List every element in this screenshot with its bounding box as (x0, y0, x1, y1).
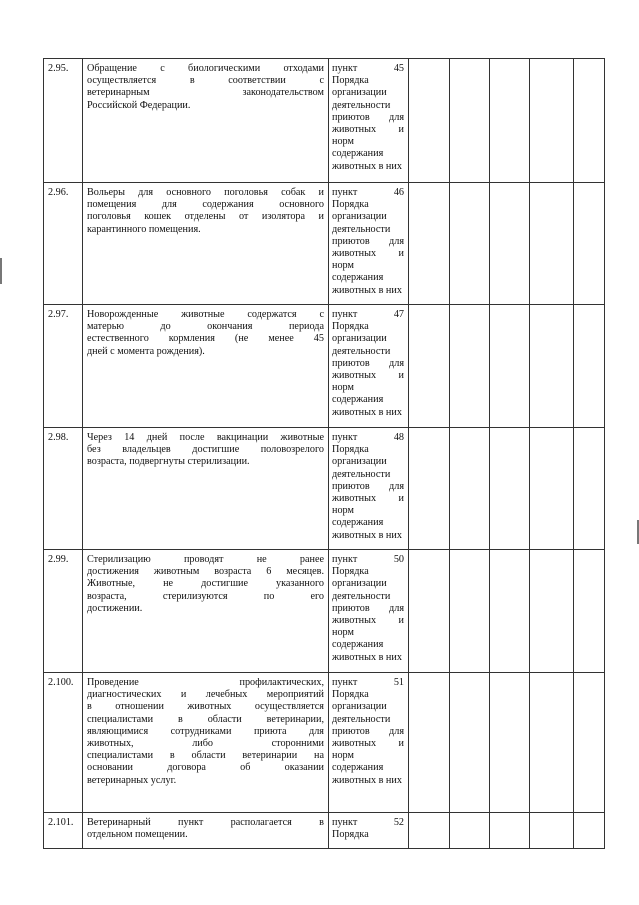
requirement-text (83, 550, 329, 673)
requirement-line: достижения животным возраста 6 месяцев. (87, 566, 324, 578)
reference-word: животных (332, 124, 377, 136)
reference-line: Порядка (332, 321, 369, 333)
empty-cell (490, 183, 530, 305)
empty-cell (530, 428, 574, 550)
requirement-line: Вольеры для основного поголовья собак и (87, 187, 324, 198)
reference-line: Порядка (332, 829, 369, 841)
reference-line: деятельности (332, 99, 391, 111)
reference-word: приютов (332, 111, 370, 123)
reference-word: для (389, 357, 404, 369)
reference-point-word: пункт (332, 554, 358, 565)
empty-cell (574, 305, 605, 428)
reference-word: приютов (332, 480, 370, 492)
requirement-line: в отношении животных осуществляется (87, 701, 324, 713)
reference-line: Порядка (332, 444, 369, 456)
requirement-line: карантинного помещения. (87, 223, 201, 235)
reference-word: животных (332, 370, 377, 382)
reference-line: организации (332, 87, 387, 99)
requirement-line: животных, либо сторонними (87, 738, 324, 750)
empty-cell (574, 550, 605, 673)
reference-word: для (389, 725, 404, 737)
requirement-line: Ветеринарный пункт располагается в (87, 817, 324, 828)
reference-word: приютов (332, 235, 370, 247)
empty-cell (530, 813, 574, 849)
requirement-line: ветеринарных услуг. (87, 774, 177, 786)
reference-line (332, 358, 404, 370)
reference-word: и (398, 738, 404, 750)
reference-word: животных (332, 493, 377, 505)
table-row (44, 813, 605, 849)
reference-line: содержания (332, 272, 384, 284)
reference-line: организации (332, 211, 387, 223)
requirement-text (83, 428, 329, 550)
reference-line: норм (332, 627, 354, 639)
reference-line: организации (332, 578, 387, 590)
reference-line (332, 493, 404, 505)
legal-reference (329, 550, 409, 673)
empty-cell (574, 813, 605, 849)
requirement-line: достижении. (87, 602, 143, 614)
requirement-line: отдельном помещении. (87, 829, 188, 841)
reference-line: норм (332, 136, 354, 148)
reference-line (332, 481, 404, 493)
reference-word: и (398, 615, 404, 627)
reference-point-line (332, 187, 404, 199)
table-row (44, 183, 605, 305)
empty-cell (409, 673, 450, 813)
requirement-text (83, 183, 329, 305)
reference-line: Порядка (332, 199, 369, 211)
empty-cell (450, 673, 490, 813)
legal-reference (329, 673, 409, 813)
item-number: 2.97. (44, 305, 83, 428)
empty-cell (409, 813, 450, 849)
requirement-text (83, 673, 329, 813)
empty-cell (450, 59, 490, 183)
reference-word: и (398, 370, 404, 382)
empty-cell (530, 59, 574, 183)
reference-line: Порядка (332, 566, 369, 578)
empty-cell (490, 428, 530, 550)
requirement-line: Стерилизацию проводят не ранее (87, 554, 324, 565)
empty-cell (574, 59, 605, 183)
reference-point-word: пункт (332, 187, 358, 198)
reference-point-number: 47 (393, 309, 404, 320)
requirement-line: специалистами в области ветеринарии на (87, 750, 324, 762)
requirement-line: ветеринарным законодательством (87, 87, 324, 99)
reference-line (332, 370, 404, 382)
requirement-line: диагностических и лечебных мероприятий (87, 689, 324, 701)
empty-cell (574, 428, 605, 550)
empty-cell (490, 673, 530, 813)
requirement-line: Новорожденные животные содержатся с (87, 309, 324, 320)
reference-line: организации (332, 701, 387, 713)
empty-cell (450, 813, 490, 849)
reference-point-line (332, 309, 404, 321)
empty-cell (450, 183, 490, 305)
reference-line: норм (332, 505, 354, 517)
item-number: 2.98. (44, 428, 83, 550)
reference-word: и (398, 248, 404, 260)
empty-cell (574, 673, 605, 813)
table-row (44, 59, 605, 183)
reference-point-number: 46 (393, 187, 404, 198)
legal-reference (329, 183, 409, 305)
requirement-line: осуществляется в соответствии с (87, 75, 324, 87)
reference-point-word: пункт (332, 432, 358, 443)
reference-point-word: пункт (332, 677, 358, 688)
reference-word: приютов (332, 725, 370, 737)
empty-cell (530, 305, 574, 428)
empty-cell (409, 428, 450, 550)
reference-word: приютов (332, 602, 370, 614)
reference-line: содержания (332, 394, 384, 406)
requirement-line: поголовья кошек отделены от изолятора и (87, 211, 324, 223)
reference-line (332, 124, 404, 136)
reference-point-line (332, 677, 404, 689)
legal-reference (329, 59, 409, 183)
reference-line (332, 112, 404, 124)
empty-cell (530, 673, 574, 813)
requirement-text (83, 59, 329, 183)
reference-word: для (389, 111, 404, 123)
reference-word: для (389, 480, 404, 492)
requirement-text (83, 305, 329, 428)
legal-reference (329, 813, 409, 849)
empty-cell (409, 305, 450, 428)
reference-word: и (398, 493, 404, 505)
requirement-line: основании договора об оказании (87, 762, 324, 774)
table-row (44, 305, 605, 428)
reference-line: содержания (332, 517, 384, 529)
reference-point-line (332, 817, 404, 829)
reference-line: животных в них (332, 529, 402, 541)
table-row (44, 428, 605, 550)
reference-line (332, 248, 404, 260)
legal-reference (329, 305, 409, 428)
table-row (44, 673, 605, 813)
reference-line (332, 738, 404, 750)
reference-line: животных в них (332, 406, 402, 418)
requirement-text (83, 813, 329, 849)
reference-line (332, 603, 404, 615)
empty-cell (530, 550, 574, 673)
reference-line: животных в них (332, 774, 402, 786)
reference-line: деятельности (332, 468, 391, 480)
table-row (44, 550, 605, 673)
reference-point-word: пункт (332, 309, 358, 320)
reference-point-number: 51 (393, 677, 404, 688)
reference-point-number: 48 (393, 432, 404, 443)
empty-cell (490, 59, 530, 183)
reference-line: организации (332, 456, 387, 468)
requirement-line: Через 14 дней после вакцинации животные (87, 432, 324, 443)
empty-cell (450, 428, 490, 550)
reference-line: животных в них (332, 651, 402, 663)
reference-point-line (332, 554, 404, 566)
requirement-line: Проведение профилактических, (87, 677, 324, 688)
reference-line (332, 726, 404, 738)
empty-cell (490, 305, 530, 428)
reference-line: деятельности (332, 590, 391, 602)
empty-cell (450, 305, 490, 428)
empty-cell (409, 550, 450, 673)
reference-line: Порядка (332, 75, 369, 87)
item-number: 2.95. (44, 59, 83, 183)
requirement-line: специалистами в области ветеринарии, (87, 713, 324, 725)
requirement-line: возраста, стерилизуются по его (87, 590, 324, 602)
reference-word: приютов (332, 357, 370, 369)
requirement-line: являющимися сотрудниками приюта для (87, 725, 324, 737)
item-number: 2.96. (44, 183, 83, 305)
checklist-table (43, 58, 605, 849)
reference-line: животных в них (332, 284, 402, 296)
reference-line: Порядка (332, 689, 369, 701)
empty-cell (530, 183, 574, 305)
reference-point-number: 45 (393, 63, 404, 74)
reference-line: норм (332, 260, 354, 272)
reference-line: организации (332, 333, 387, 345)
empty-cell (409, 59, 450, 183)
reference-word: животных (332, 248, 377, 260)
reference-word: животных (332, 738, 377, 750)
empty-cell (490, 813, 530, 849)
empty-cell (450, 550, 490, 673)
reference-line (332, 236, 404, 248)
reference-line: деятельности (332, 713, 391, 725)
requirement-line: помещения для содержания основного (87, 199, 324, 211)
reference-word: животных (332, 615, 377, 627)
reference-line: деятельности (332, 223, 391, 235)
reference-line: норм (332, 382, 354, 394)
reference-line: норм (332, 750, 354, 762)
reference-point-word: пункт (332, 63, 358, 74)
reference-word: для (389, 235, 404, 247)
reference-point-line (332, 432, 404, 444)
checklist-body (44, 59, 605, 849)
requirement-line: матерью до окончания периода (87, 321, 324, 333)
reference-line: содержания (332, 639, 384, 651)
reference-point-word: пункт (332, 817, 358, 828)
empty-cell (490, 550, 530, 673)
empty-cell (409, 183, 450, 305)
reference-line: животных в них (332, 160, 402, 172)
scan-edge-mark (0, 258, 2, 284)
item-number: 2.99. (44, 550, 83, 673)
requirement-line: дней с момента рождения). (87, 345, 205, 357)
reference-line: содержания (332, 762, 384, 774)
empty-cell (574, 183, 605, 305)
requirement-line: Обращение с биологическими отходами (87, 63, 324, 74)
requirement-line: Животные, не достигшие указанного (87, 578, 324, 590)
reference-line (332, 615, 404, 627)
reference-point-line (332, 63, 404, 75)
legal-reference (329, 428, 409, 550)
requirement-line: возраста, подвергнуты стерилизации. (87, 456, 250, 468)
reference-line: содержания (332, 148, 384, 160)
reference-word: для (389, 602, 404, 614)
reference-word: и (398, 124, 404, 136)
requirement-line: Российской Федерации. (87, 99, 191, 111)
item-number: 2.100. (44, 673, 83, 813)
reference-point-number: 50 (393, 554, 404, 565)
reference-point-number: 52 (393, 817, 404, 828)
item-number: 2.101. (44, 813, 83, 849)
requirement-line: естественного кормления (не менее 45 (87, 333, 324, 345)
requirement-line: без владельцев достигшие половозрелого (87, 444, 324, 456)
reference-line: деятельности (332, 345, 391, 357)
